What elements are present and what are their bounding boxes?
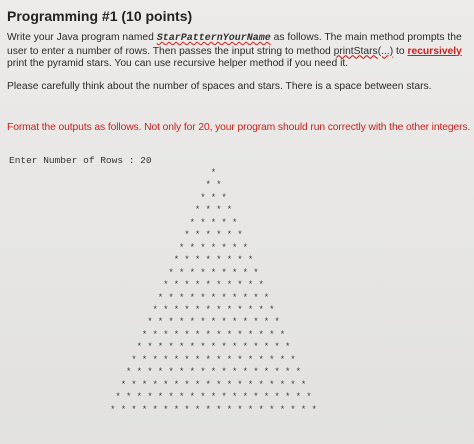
star-r20-c18: *	[290, 404, 296, 415]
star-r15-c10: *	[232, 342, 238, 353]
star-r2-c1: *	[205, 180, 211, 191]
star-r18-c16: *	[279, 379, 286, 390]
star-r17-c1: *	[126, 367, 132, 378]
star-r9-c1: *	[168, 267, 174, 278]
star-r4-c2: *	[205, 205, 211, 216]
star-r20-c6: *	[163, 404, 169, 415]
star-r16-c6: *	[184, 354, 190, 365]
star-r7-c6: *	[232, 242, 238, 253]
star-r13-c6: *	[200, 317, 206, 328]
star-r9-c4: *	[200, 267, 206, 278]
star-r7-c3: *	[200, 242, 206, 253]
star-r15-c5: *	[179, 342, 185, 353]
star-r19-c10: *	[210, 392, 217, 403]
star-r14-c9: *	[226, 329, 233, 340]
star-r14-c12: *	[258, 329, 264, 340]
star-r5-c1: *	[189, 217, 195, 228]
star-r8-c7: *	[237, 255, 243, 266]
star-r19-c7: *	[179, 392, 185, 403]
star-r10-c2: *	[173, 280, 180, 291]
star-r5-c4: *	[221, 217, 227, 228]
star-r20-c11: *	[216, 404, 222, 415]
star-r8-c3: *	[194, 255, 201, 266]
star-r13-c9: *	[232, 317, 238, 328]
star-r7-c5: *	[221, 242, 227, 253]
star-r12-c12: *	[269, 304, 275, 315]
star-r18-c18: *	[300, 379, 307, 390]
star-r12-c2: *	[163, 304, 169, 315]
star-r11-c5: *	[200, 292, 206, 303]
format-note: Format the outputs as follows. Not only for 20, your program should run correctly with the other integers.	[7, 122, 471, 133]
star-r3-c3: *	[221, 192, 227, 203]
star-r13-c3: *	[168, 317, 174, 328]
star-r19-c13: *	[242, 392, 248, 403]
star-r6-c4: *	[216, 230, 222, 241]
star-r20-c9: *	[194, 404, 201, 415]
star-r12-c7: *	[216, 304, 222, 315]
star-r20-c1: *	[110, 404, 116, 415]
star-r11-c2: *	[168, 292, 174, 303]
sample-prompt: Enter Number of Rows : 20	[9, 155, 152, 166]
star-r7-c7: *	[242, 242, 248, 253]
spacing-note: Please carefully think about the number of spaces and stars. There is a space between stars.	[7, 81, 432, 92]
star-r7-c4: *	[210, 242, 217, 253]
star-r18-c14: *	[258, 379, 264, 390]
star-r19-c8: *	[189, 392, 195, 403]
star-r19-c17: *	[285, 392, 291, 403]
star-r18-c13: *	[247, 379, 254, 390]
star-r20-c3: *	[131, 404, 137, 415]
star-r18-c8: *	[194, 379, 201, 390]
star-r15-c4: *	[168, 342, 174, 353]
star-r6-c2: *	[194, 230, 201, 241]
star-r7-c2: *	[189, 242, 195, 253]
star-r14-c1: *	[141, 329, 148, 340]
star-r12-c5: *	[194, 304, 201, 315]
star-r17-c7: *	[189, 367, 195, 378]
star-r8-c4: *	[205, 255, 211, 266]
star-r9-c8: *	[242, 267, 248, 278]
star-r17-c4: *	[157, 367, 164, 378]
star-r8-c1: *	[173, 255, 180, 266]
assignment-heading: Programming #1 (10 points)	[7, 8, 193, 24]
star-r14-c4: *	[173, 329, 180, 340]
star-r20-c4: *	[141, 404, 148, 415]
star-r13-c4: *	[179, 317, 185, 328]
star-r15-c1: *	[136, 342, 142, 353]
star-r17-c9: *	[210, 367, 217, 378]
star-r15-c12: *	[253, 342, 259, 353]
star-r20-c15: *	[258, 404, 264, 415]
star-r14-c11: *	[247, 329, 254, 340]
star-r9-c3: *	[189, 267, 195, 278]
star-r17-c13: *	[253, 367, 259, 378]
star-r18-c4: *	[152, 379, 158, 390]
star-r16-c5: *	[173, 354, 180, 365]
star-r13-c13: *	[274, 317, 280, 328]
star-r19-c3: *	[136, 392, 142, 403]
star-r6-c3: *	[205, 230, 211, 241]
star-r16-c1: *	[131, 354, 137, 365]
star-r8-c6: *	[226, 255, 233, 266]
star-r6-c1: *	[184, 230, 190, 241]
star-r16-c4: *	[163, 354, 169, 365]
star-r14-c8: *	[216, 329, 222, 340]
star-r10-c1: *	[163, 280, 169, 291]
star-r19-c6: *	[168, 392, 174, 403]
star-r15-c7: *	[200, 342, 206, 353]
star-r16-c11: *	[237, 354, 243, 365]
star-r13-c1: *	[147, 317, 153, 328]
star-r15-c14: *	[274, 342, 280, 353]
star-r14-c10: *	[237, 329, 243, 340]
star-r17-c2: *	[136, 367, 142, 378]
star-r18-c2: *	[131, 379, 137, 390]
star-r5-c3: *	[210, 217, 217, 228]
star-r20-c12: *	[226, 404, 233, 415]
star-r19-c19: *	[306, 392, 312, 403]
star-r16-c2: *	[141, 354, 148, 365]
star-r19-c12: *	[232, 392, 238, 403]
star-r16-c15: *	[279, 354, 286, 365]
star-r20-c14: *	[247, 404, 254, 415]
star-r18-c5: *	[163, 379, 169, 390]
star-r16-c13: *	[258, 354, 264, 365]
star-r10-c5: *	[205, 280, 211, 291]
star-r20-c17: *	[279, 404, 286, 415]
star-r18-c6: *	[173, 379, 180, 390]
star-r19-c16: *	[274, 392, 280, 403]
star-r18-c15: *	[269, 379, 275, 390]
star-r4-c4: *	[226, 205, 233, 216]
star-r3-c1: *	[200, 192, 206, 203]
star-r16-c9: *	[216, 354, 222, 365]
star-r11-c8: *	[232, 292, 238, 303]
star-r17-c15: *	[274, 367, 280, 378]
star-r16-c8: *	[205, 354, 211, 365]
star-r12-c8: *	[226, 304, 233, 315]
star-r10-c3: *	[184, 280, 190, 291]
star-r14-c5: *	[184, 329, 190, 340]
star-r12-c3: *	[173, 304, 180, 315]
star-r17-c5: *	[168, 367, 174, 378]
star-r13-c12: *	[263, 317, 270, 328]
star-r18-c12: *	[237, 379, 243, 390]
star-r13-c11: *	[253, 317, 259, 328]
star-r3-c2: *	[210, 192, 217, 203]
star-r6-c6: *	[237, 230, 243, 241]
star-r18-c10: *	[216, 379, 222, 390]
star-r18-c9: *	[205, 379, 211, 390]
star-r15-c9: *	[221, 342, 227, 353]
star-r19-c1: *	[115, 392, 121, 403]
star-r16-c10: *	[226, 354, 233, 365]
star-r6-c5: *	[226, 230, 233, 241]
star-r10-c10: *	[258, 280, 264, 291]
program-name: StarPatternYourName	[156, 33, 271, 44]
star-r20-c8: *	[184, 404, 190, 415]
star-r20-c5: *	[152, 404, 158, 415]
star-r8-c5: *	[216, 255, 222, 266]
star-r12-c4: *	[184, 304, 190, 315]
star-r19-c11: *	[221, 392, 227, 403]
instructions-text-3: to	[393, 45, 408, 57]
star-r20-c16: *	[269, 404, 275, 415]
star-r19-c5: *	[157, 392, 164, 403]
star-r11-c11: *	[263, 292, 270, 303]
star-r15-c2: *	[147, 342, 153, 353]
instructions-text-4: print the pyramid stars. You can use recursive helper method if you need it.	[7, 58, 349, 69]
star-r2-c2: *	[216, 180, 222, 191]
star-r15-c6: *	[189, 342, 195, 353]
star-r18-c3: *	[141, 379, 148, 390]
star-r16-c3: *	[152, 354, 158, 365]
star-r17-c3: *	[147, 367, 153, 378]
star-r5-c2: *	[200, 217, 206, 228]
star-r20-c10: *	[205, 404, 211, 415]
star-r16-c7: *	[194, 354, 201, 365]
star-r20-c2: *	[120, 404, 127, 415]
star-r20-c19: *	[300, 404, 307, 415]
star-r14-c3: *	[163, 329, 169, 340]
star-r11-c3: *	[179, 292, 185, 303]
star-r18-c17: *	[290, 379, 296, 390]
star-r10-c9: *	[247, 280, 254, 291]
star-r13-c2: *	[157, 317, 164, 328]
star-r14-c6: *	[194, 329, 201, 340]
star-r11-c1: *	[157, 292, 164, 303]
star-r9-c9: *	[253, 267, 259, 278]
star-r13-c5: *	[189, 317, 195, 328]
star-r14-c13: *	[269, 329, 275, 340]
star-r12-c11: *	[258, 304, 264, 315]
star-r9-c5: *	[210, 267, 217, 278]
star-r17-c10: *	[221, 367, 227, 378]
star-r18-c1: *	[120, 379, 127, 390]
star-r19-c14: *	[253, 392, 259, 403]
star-r16-c12: *	[247, 354, 254, 365]
star-r4-c3: *	[216, 205, 222, 216]
method-name: printStars(...)	[333, 45, 394, 57]
star-r15-c3: *	[157, 342, 164, 353]
instructions-text-1: Write your Java program named	[7, 32, 157, 43]
star-r13-c7: *	[210, 317, 217, 328]
star-r17-c8: *	[200, 367, 206, 378]
star-r13-c8: *	[221, 317, 227, 328]
star-r17-c12: *	[242, 367, 248, 378]
recursively-emphasis: recursively	[407, 45, 462, 57]
star-r9-c2: *	[179, 267, 185, 278]
star-r16-c14: *	[269, 354, 275, 365]
star-r1-c1: *	[210, 168, 217, 178]
star-r10-c7: *	[226, 280, 233, 291]
star-r14-c2: *	[152, 329, 158, 340]
star-r19-c2: *	[126, 392, 132, 403]
star-r12-c6: *	[205, 304, 211, 315]
star-r18-c7: *	[184, 379, 190, 390]
star-r10-c6: *	[216, 280, 222, 291]
star-r14-c7: *	[205, 329, 211, 340]
star-r11-c4: *	[189, 292, 195, 303]
star-r9-c7: *	[232, 267, 238, 278]
star-r12-c1: *	[152, 304, 158, 315]
star-r20-c7: *	[173, 404, 180, 415]
star-r19-c4: *	[147, 392, 153, 403]
star-r15-c13: *	[263, 342, 270, 353]
star-r7-c1: *	[179, 242, 185, 253]
star-r19-c9: *	[200, 392, 206, 403]
star-r19-c15: *	[263, 392, 270, 403]
star-r14-c14: *	[279, 329, 286, 340]
star-r17-c16: *	[285, 367, 291, 378]
star-r17-c17: *	[295, 367, 301, 378]
star-r8-c8: *	[247, 255, 254, 266]
star-r16-c16: *	[290, 354, 296, 365]
star-r8-c2: *	[184, 255, 190, 266]
star-r11-c7: *	[221, 292, 227, 303]
star-r9-c6: *	[221, 267, 227, 278]
star-r12-c9: *	[237, 304, 243, 315]
star-r10-c8: *	[237, 280, 243, 291]
instructions-text-2: as follows. The main method prompts the user to enter a number of rows. Then passes the input string to method	[7, 32, 462, 57]
star-r20-c20: *	[311, 404, 317, 415]
star-r17-c14: *	[263, 367, 270, 378]
star-r13-c10: *	[242, 317, 248, 328]
star-r19-c18: *	[295, 392, 301, 403]
star-r17-c11: *	[232, 367, 238, 378]
star-r15-c15: *	[285, 342, 291, 353]
star-r18-c11: *	[226, 379, 233, 390]
star-r5-c5: *	[232, 217, 238, 228]
star-r12-c10: *	[247, 304, 254, 315]
star-r11-c9: *	[242, 292, 248, 303]
star-r15-c8: *	[210, 342, 217, 353]
star-r15-c11: *	[242, 342, 248, 353]
star-r10-c4: *	[194, 280, 201, 291]
star-r4-c1: *	[194, 205, 201, 216]
star-r11-c6: *	[210, 292, 217, 303]
star-r17-c6: *	[179, 367, 185, 378]
star-r11-c10: *	[253, 292, 259, 303]
star-r20-c13: *	[237, 404, 243, 415]
